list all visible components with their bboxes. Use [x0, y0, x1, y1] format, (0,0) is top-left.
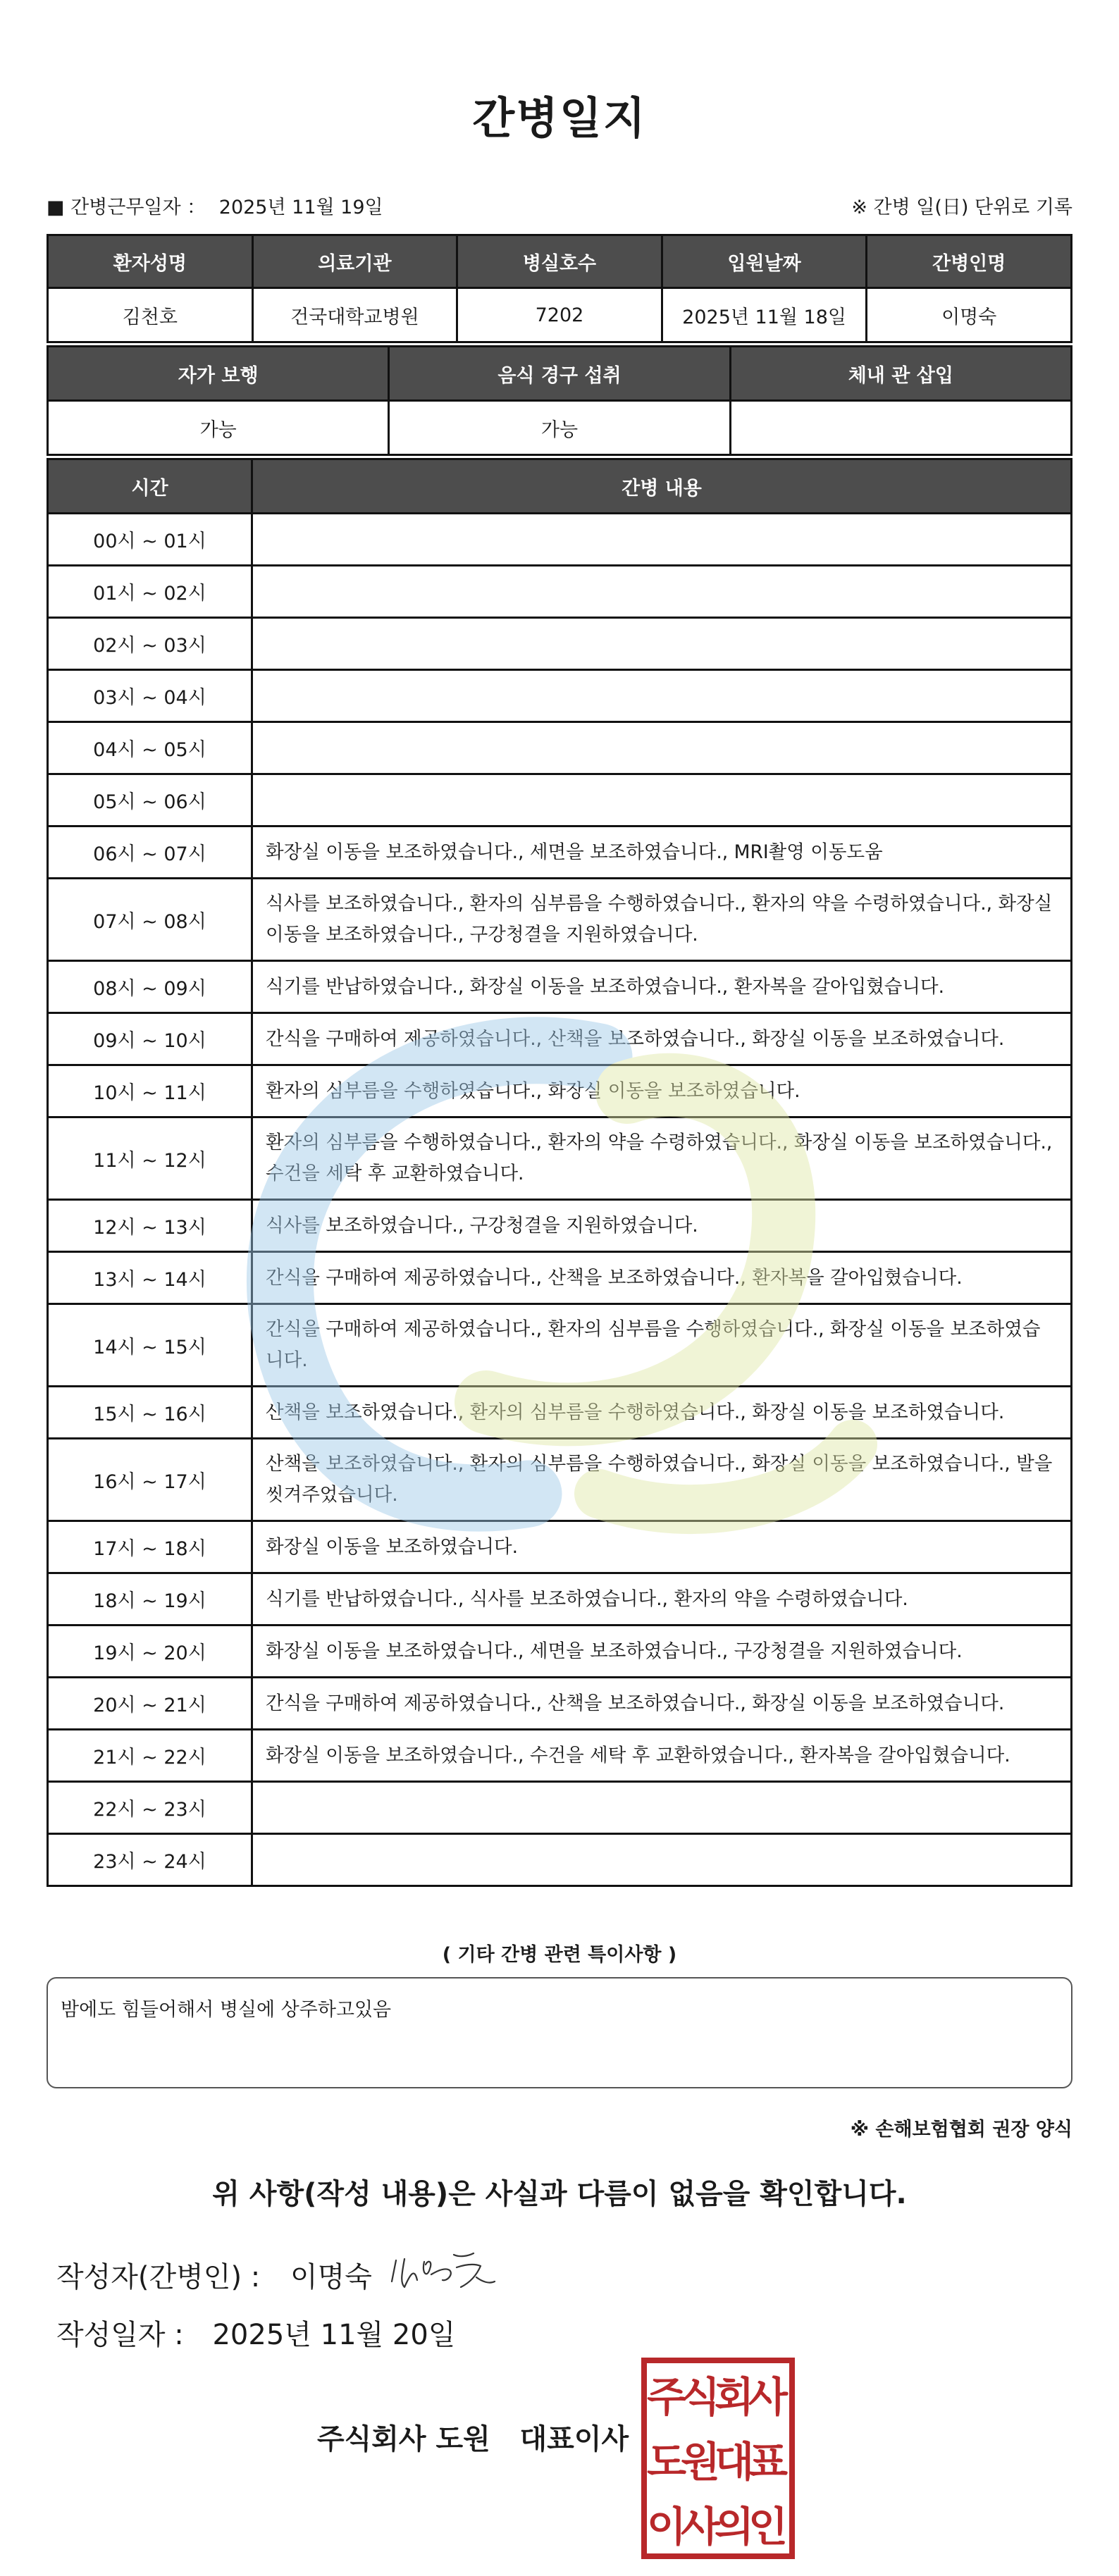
header-patient-name: 환자성명	[48, 235, 253, 288]
header-hospital: 의료기관	[252, 235, 457, 288]
patient-name: 김천호	[48, 288, 253, 342]
row-time: 16시 ~ 17시	[48, 1439, 252, 1521]
header-tube-insertion: 체내 관 삽입	[730, 347, 1071, 401]
row-time: 20시 ~ 21시	[48, 1678, 252, 1730]
row-content: 간식을 구매하여 제공하였습니다., 산책을 보조하였습니다., 화장실 이동을 보조하였습니다.	[252, 1013, 1072, 1065]
confirmation-statement: 위 사항(작성 내용)은 사실과 다름이 없음을 확인합니다.	[212, 2178, 907, 2210]
written-date-label: 작성일자 :	[56, 2319, 184, 2351]
row-content: 화장실 이동을 보조하였습니다., 세면을 보조하였습니다., MRI촬영 이동도움	[252, 826, 1072, 879]
row-content	[252, 618, 1072, 670]
insurance-note: ※ 손해보험협회 권장 양식	[850, 2119, 1072, 2141]
tube-insertion	[730, 401, 1071, 455]
notes-heading: ( 기타 간병 관련 특이사항 )	[442, 1944, 677, 1966]
table-row	[48, 1730, 1072, 1782]
row-content	[252, 514, 1072, 566]
written-date-value: 2025년 11월 20일	[212, 2319, 456, 2351]
document-title: 간병일지	[472, 92, 647, 144]
table-row	[48, 1117, 1072, 1200]
hospital: 건국대학교병원	[252, 288, 457, 342]
patient-status-table	[47, 345, 1072, 456]
row-time: 09시 ~ 10시	[48, 1013, 252, 1065]
table-row	[48, 1678, 1072, 1730]
table-row	[48, 514, 1072, 566]
svg-text:주: 주	[646, 2373, 687, 2421]
row-time: 08시 ~ 09시	[48, 961, 252, 1013]
work-date-label: ■ 간병근무일자 ：	[47, 197, 206, 218]
room-number: 7202	[457, 288, 662, 342]
row-time: 19시 ~ 20시	[48, 1626, 252, 1678]
row-content: 식사를 보조하였습니다., 구강청결을 지원하였습니다.	[252, 1200, 1072, 1252]
row-content: 간식을 구매하여 제공하였습니다., 산책을 보조하였습니다., 화장실 이동을 보조하였습니다.	[252, 1678, 1072, 1730]
row-time: 17시 ~ 18시	[48, 1521, 252, 1573]
table-row	[48, 879, 1072, 961]
table-row	[48, 1304, 1072, 1387]
row-time: 21시 ~ 22시	[48, 1730, 252, 1782]
svg-text:회: 회	[714, 2373, 755, 2421]
table-row	[48, 566, 1072, 618]
svg-text:의: 의	[714, 2503, 755, 2551]
row-content: 산책을 보조하였습니다., 환자의 심부름을 수행하였습니다., 화장실 이동을 보조하였습니다., 발을 씻겨주었습니다.	[252, 1439, 1072, 1521]
oral-intake: 가능	[389, 401, 730, 455]
notes-box: 밤에도 힘들어해서 병실에 상주하고있음	[47, 1977, 1072, 2088]
row-time: 11시 ~ 12시	[48, 1117, 252, 1200]
row-time: 14시 ~ 15시	[48, 1304, 252, 1387]
row-time: 23시 ~ 24시	[48, 1834, 252, 1886]
handwritten-signature	[386, 2246, 499, 2296]
row-time: 10시 ~ 11시	[48, 1065, 252, 1117]
work-date-value: 2025년 11월 19일	[218, 197, 383, 218]
table-row	[48, 826, 1072, 879]
row-time: 04시 ~ 05시	[48, 722, 252, 774]
table-row	[48, 1626, 1072, 1678]
table-row	[48, 1439, 1072, 1521]
table-row	[48, 1013, 1072, 1065]
table-row	[48, 1834, 1072, 1886]
svg-text:이: 이	[646, 2503, 687, 2551]
row-content: 환자의 심부름을 수행하였습니다., 화장실 이동을 보조하였습니다.	[252, 1065, 1072, 1117]
company-seal	[640, 2356, 796, 2560]
table-row	[48, 618, 1072, 670]
row-time: 01시 ~ 02시	[48, 566, 252, 618]
svg-text:인: 인	[748, 2503, 789, 2551]
svg-text:사: 사	[748, 2373, 789, 2421]
row-content	[252, 670, 1072, 722]
row-time: 18시 ~ 19시	[48, 1573, 252, 1626]
svg-text:사: 사	[680, 2503, 721, 2551]
row-time: 12시 ~ 13시	[48, 1200, 252, 1252]
row-content	[252, 722, 1072, 774]
row-time: 02시 ~ 03시	[48, 618, 252, 670]
unit-note: ※ 간병 일(日) 단위로 기록	[851, 197, 1072, 218]
table-row	[48, 774, 1072, 826]
row-time: 15시 ~ 16시	[48, 1387, 252, 1439]
svg-text:도: 도	[646, 2438, 687, 2486]
row-time: 06시 ~ 07시	[48, 826, 252, 879]
header-room-number: 병실호수	[457, 235, 662, 288]
table-row	[48, 670, 1072, 722]
table-row	[48, 1200, 1072, 1252]
row-time: 22시 ~ 23시	[48, 1782, 252, 1834]
writer-name: 이명숙	[290, 2261, 372, 2293]
svg-text:원: 원	[680, 2438, 721, 2486]
row-content: 환자의 심부름을 수행하였습니다., 환자의 약을 수령하였습니다., 화장실 이동을 보조하였습니다., 수건을 세탁 후 교환하였습니다.	[252, 1117, 1072, 1200]
caregiver-name: 이명숙	[867, 288, 1072, 342]
table-row	[48, 1782, 1072, 1834]
row-content: 화장실 이동을 보조하였습니다., 수건을 세탁 후 교환하였습니다., 환자복을 갈아입혔습니다.	[252, 1730, 1072, 1782]
row-content: 간식을 구매하여 제공하였습니다., 환자의 심부름을 수행하였습니다., 화장실 이동을 보조하였습니다.	[252, 1304, 1072, 1387]
row-content: 화장실 이동을 보조하였습니다.	[252, 1521, 1072, 1573]
row-time: 03시 ~ 04시	[48, 670, 252, 722]
work-date	[47, 192, 383, 219]
self-walking: 가능	[48, 401, 389, 455]
table-row	[48, 1387, 1072, 1439]
table-row	[48, 961, 1072, 1013]
row-content	[252, 774, 1072, 826]
table-row	[48, 1065, 1072, 1117]
svg-text:표: 표	[748, 2438, 789, 2486]
svg-text:식: 식	[680, 2373, 721, 2421]
header-care-content: 간병 내용	[252, 459, 1072, 514]
row-time: 00시 ~ 01시	[48, 514, 252, 566]
row-content: 식기를 반납하였습니다., 화장실 이동을 보조하였습니다., 환자복을 갈아입혔습니다.	[252, 961, 1072, 1013]
header-self-walking: 자가 보행	[48, 347, 389, 401]
row-time: 13시 ~ 14시	[48, 1252, 252, 1304]
table-row	[48, 1252, 1072, 1304]
row-content: 식기를 반납하였습니다., 식사를 보조하였습니다., 환자의 약을 수령하였습니다.	[252, 1573, 1072, 1626]
row-content: 산책을 보조하였습니다., 환자의 심부름을 수행하였습니다., 화장실 이동을 보조하였습니다.	[252, 1387, 1072, 1439]
writer-label: 작성자(간병인) :	[56, 2261, 261, 2293]
header-oral-intake: 음식 경구 섭취	[389, 347, 730, 401]
row-content: 화장실 이동을 보조하였습니다., 세면을 보조하였습니다., 구강청결을 지원하였습니다.	[252, 1626, 1072, 1678]
row-content: 식사를 보조하였습니다., 환자의 심부름을 수행하였습니다., 환자의 약을 수령하였습니다., 화장실 이동을 보조하였습니다., 구강청결을 지원하였습니다.	[252, 879, 1072, 961]
svg-text:대: 대	[714, 2438, 755, 2486]
header-admission-date: 입원날짜	[662, 235, 867, 288]
row-time: 05시 ~ 06시	[48, 774, 252, 826]
patient-info-table	[47, 234, 1072, 343]
row-content	[252, 566, 1072, 618]
table-row	[48, 722, 1072, 774]
header-time: 시간	[48, 459, 252, 514]
admission-date: 2025년 11월 18일	[662, 288, 867, 342]
row-content: 간식을 구매하여 제공하였습니다., 산책을 보조하였습니다., 환자복을 갈아입혔습니다.	[252, 1252, 1072, 1304]
table-row	[48, 1573, 1072, 1626]
row-content	[252, 1782, 1072, 1834]
company-signature: 주식회사 도원 대표이사	[317, 2423, 629, 2456]
header-caregiver-name: 간병인명	[867, 235, 1072, 288]
care-log-table	[47, 458, 1072, 1887]
row-content	[252, 1834, 1072, 1886]
written-date-line	[56, 2312, 455, 2353]
row-time: 07시 ~ 08시	[48, 879, 252, 961]
table-row	[48, 1521, 1072, 1573]
writer-line	[56, 2255, 372, 2295]
